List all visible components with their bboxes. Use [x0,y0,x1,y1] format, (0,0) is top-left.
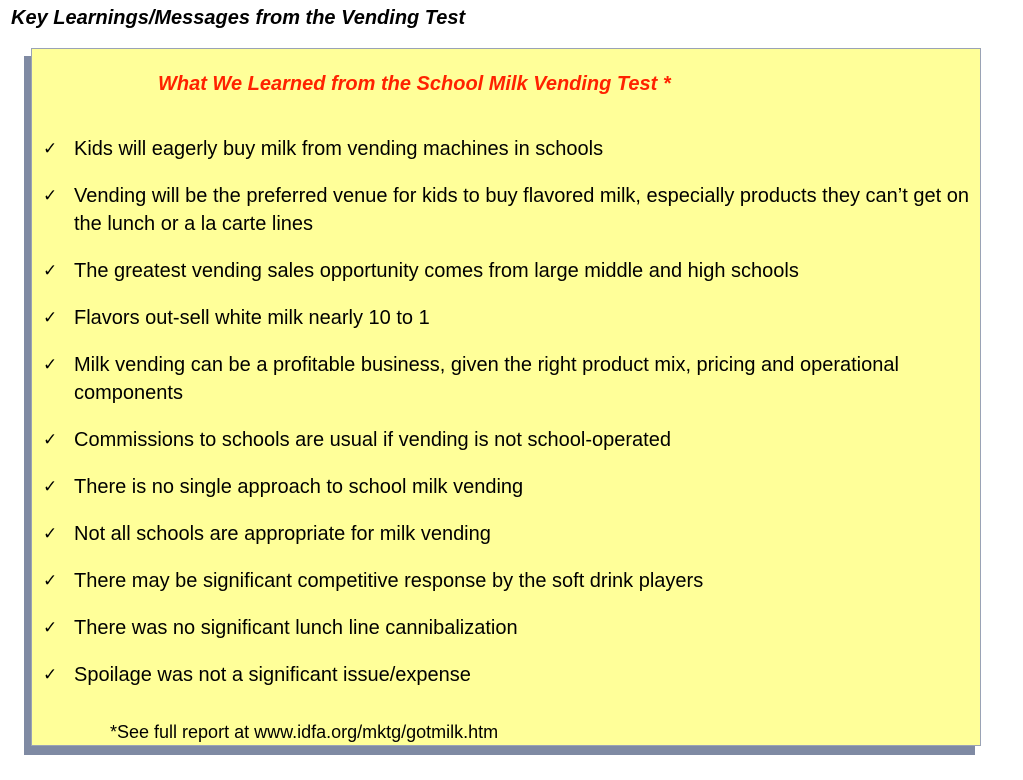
list-item-text: There is no single approach to school milk vending [74,476,524,498]
checkmark-icon: ✓ [43,261,58,281]
checkmark-icon: ✓ [43,571,58,591]
panel-heading: What We Learned from the School Milk Vending Test * [158,73,671,95]
list-item-text: There was no significant lunch line cannibalization [74,617,518,639]
checkmark-icon: ✓ [43,186,58,206]
checkmark-icon: ✓ [43,524,58,544]
slide-title: Key Learnings/Messages from the Vending Test [11,7,466,29]
list-item-text: Commissions to schools are usual if vending is not school-operated [74,429,671,451]
list-item [43,614,980,642]
learnings-list [43,135,980,708]
checkmark-icon: ✓ [43,139,58,159]
list-item [43,426,980,454]
list-item [43,304,980,332]
list-item-text: Kids will eagerly buy milk from vending machines in schools [74,138,604,160]
checkmark-icon: ✓ [43,308,58,328]
list-item-text: The greatest vending sales opportunity comes from large middle and high schools [74,260,799,282]
list-item-text: Spoilage was not a significant issue/expense [74,664,471,686]
checkmark-icon: ✓ [43,430,58,450]
list-item-text: Not all schools are appropriate for milk vending [74,523,491,545]
learnings-panel [31,48,981,746]
checkmark-icon: ✓ [43,355,58,375]
checkmark-icon: ✓ [43,665,58,685]
list-item [43,135,980,163]
list-item [43,520,980,548]
list-item [43,351,980,407]
footnote: *See full report at www.idfa.org/mktg/gotmilk.htm [110,722,499,742]
checkmark-icon: ✓ [43,477,58,497]
list-item [43,661,980,689]
list-item-text: Vending will be the preferred venue for kids to buy flavored milk, especially products they can’t get on the lunch or a la carte lines [74,185,969,235]
list-item [43,257,980,285]
list-item-text: Flavors out-sell white milk nearly 10 to 1 [74,307,430,329]
list-item-text: There may be significant competitive response by the soft drink players [74,570,704,592]
list-item [43,567,980,595]
checkmark-icon: ✓ [43,618,58,638]
list-item-text: Milk vending can be a profitable business, given the right product mix, pricing and operational components [74,354,899,404]
list-item [43,182,980,238]
list-item [43,473,980,501]
